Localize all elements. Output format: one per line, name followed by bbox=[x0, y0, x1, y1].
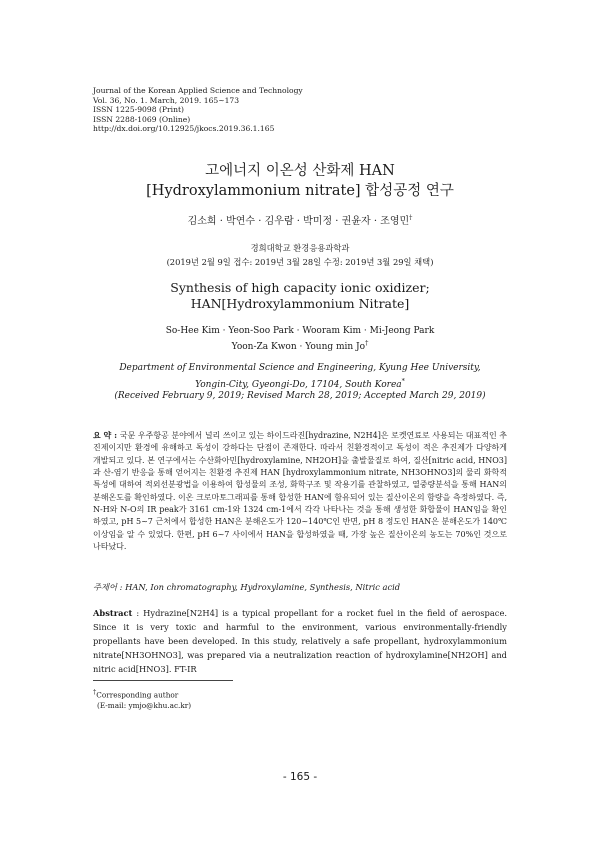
korean-author-names: 김소희 · 박연수 · 김우람 · 박미정 · 권윤자 · 조영민 bbox=[187, 216, 410, 227]
english-authors-line2 bbox=[0, 339, 600, 352]
english-dates: (Received February 9, 2019; Revised March 28, 2019; Accepted March 29, 2019) bbox=[114, 391, 486, 401]
english-author-names: Yoon-Za Kwon · Young min Jo bbox=[231, 342, 366, 352]
english-title-line2: HAN[Hydroxylammonium Nitrate] bbox=[190, 296, 410, 311]
korean-dates: (2019년 2월 9일 접수: 2019년 3월 28일 수정: 2019년 3월 29일 채택) bbox=[166, 257, 434, 267]
doi-link[interactable]: http://dx.doi.org/10.12925/jkocs.2019.36.1.165 bbox=[93, 124, 275, 134]
english-affiliation-line1: Department of Environmental Science and Engineering, Kyung Hee University, bbox=[119, 363, 481, 373]
korean-title-line1: 고에너지 이온성 산화제 HAN bbox=[205, 163, 395, 179]
english-abstract-label: Abstract bbox=[93, 608, 133, 618]
korean-abstract-label: 요 약 : bbox=[93, 430, 120, 440]
affiliation-mark: * bbox=[401, 377, 405, 385]
page-number: - 165 - bbox=[282, 771, 318, 783]
korean-authors bbox=[0, 212, 600, 227]
korean-title-line2: [Hydroxylammonium nitrate] 합성공정 연구 bbox=[146, 183, 454, 199]
english-corresponding-mark: † bbox=[365, 339, 369, 347]
footnote-mark: † bbox=[93, 688, 97, 696]
journal-name: Journal of the Korean Applied Science and Technology bbox=[93, 86, 303, 95]
issn-print: ISSN 1225-9098 (Print) bbox=[93, 105, 184, 115]
english-authors-line1: So-Hee Kim · Yeon-Soo Park · Wooram Kim · Mi-Jeong Park bbox=[165, 326, 435, 336]
footnote-email: (E-mail: ymjo@khu.ac.kr) bbox=[97, 701, 192, 710]
issn-online: ISSN 2288-1069 (Online) bbox=[93, 114, 191, 124]
english-abstract bbox=[93, 606, 507, 676]
footnote-corresponding bbox=[93, 688, 178, 699]
english-title-line1: Synthesis of high capacity ionic oxidizer; bbox=[170, 280, 430, 295]
footnote-divider bbox=[93, 680, 233, 681]
journal-volume: Vol. 36, No. 1. March, 2019. 165~173 bbox=[93, 95, 240, 105]
journal-header bbox=[93, 86, 303, 134]
footnote-text: Corresponding author bbox=[96, 690, 179, 700]
korean-abstract bbox=[93, 429, 507, 553]
corresponding-mark: † bbox=[409, 213, 413, 222]
korean-abstract-text: 국문 우주항공 분야에서 널리 쓰이고 있는 하이드라진[hydrazine, N2H4]은 로켓연료로 사용되는 대표적인 추진제이지만 환경에 유해하고 독성이 강하다는 단점이 존재한다. 따라서 친환경적이고 독성이 적은 추진제가 다양하게 개발되고 있다. 본 연구에서는 수산화아민[hydroxylamine, NH2OH]을 출발물질로 하여, 질산[nitric acid, HNO3]과 산-염기 반응을 통해 얻어지는 친환경 추진제 HAN [hydroxylammonium nitrate, NH3OHNO3]의 물리 화학적 특성에 대하여 적외선분광법을 이용하여 합성물의 조성, 화학구조 및 작용기를 관찰하였고, 열중량분석을 통해 HAN의 분해온도를 확인하였다. 이온 크로마토그래피를 통해 합성한 HAN에 함유되어 있는 질산이온의 함량을 측정하였다. 즉, N-H와 N-O의 IR peak가 3161 cm-1와 1324 cm-1에서 각각 나타나는 것을 통해 생성한 화합물이 HAN임을 확인하였고, pH 5~7 근처에서 합성한 HAN은 분해온도가 120~140℃인 반면, pH 8 정도인 HAN은 분해온도가 140℃ 이상임을 알 수 있었다. 한편, pH 6~7 사이에서 HAN을 합성하였을 때, 가장 높은 질산이온의 농도는 70%인 것으로 나타났다. bbox=[93, 431, 507, 552]
korean-affiliation: 경희대학교 환경응용과학과 bbox=[250, 243, 350, 253]
english-affiliation-text: Yongin-City, Gyeongi-Do, 17104, South Korea bbox=[195, 380, 402, 390]
english-abstract-text: : Hydrazine[N2H4] is a typical propellant for a rocket fuel in the field of aerospace. Since it is very toxic and harmful to the environment, various environmentally-friendly propellants have been developed. In this study, relatively a safe propellant, hydroxylammonium nitrate[NH3OHNO3], was prepared via a neutralization reaction of hydroxylamine[NH2OH] and nitric acid[HNO3]. FT-IR bbox=[93, 608, 507, 674]
keywords: 주제어 : HAN, Ion chromatography, Hydroxylamine, Synthesis, Nitric acid bbox=[93, 582, 401, 592]
english-affiliation-line2 bbox=[0, 377, 600, 390]
